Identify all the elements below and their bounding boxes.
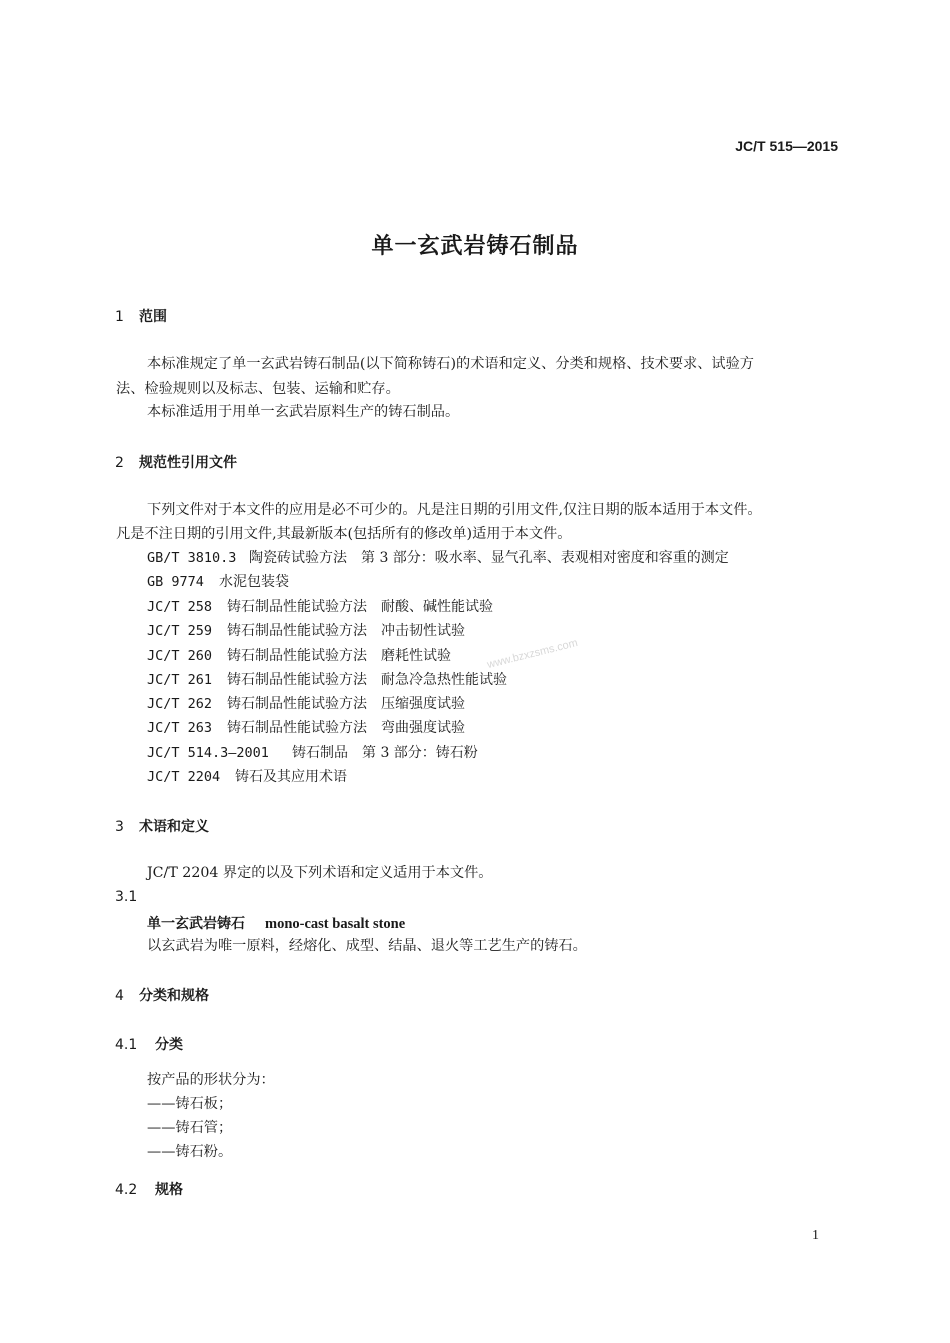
reference-code: JC/T 258 — [147, 599, 213, 615]
section-4-number: 4 — [115, 988, 124, 1004]
classification-item: ——铸石管； — [147, 1120, 233, 1136]
reference-code: JC/T 261 — [147, 672, 213, 688]
reference-item — [147, 620, 465, 640]
reference-title: 陶瓷砖试验方法 第 3 部分：吸水率、显气孔率、表观相对密度和容重的测定 — [249, 550, 729, 566]
reference-item — [147, 742, 478, 762]
reference-title: 铸石及其应用术语 — [235, 769, 347, 785]
reference-code: JC/T 263 — [147, 720, 213, 736]
reference-code: GB/T 3810.3 — [147, 550, 237, 566]
section-3-title: 术语和定义 — [139, 819, 209, 835]
section-3-intro: JC/T 2204 界定的以及下列术语和定义适用于本文件。 — [147, 865, 493, 881]
term-english: mono-cast basalt stone — [265, 916, 406, 932]
classification-intro: 按产品的形状分为： — [147, 1072, 275, 1088]
subsection-4-2-title: 规格 — [155, 1182, 183, 1198]
subsection-4-2-heading — [115, 1179, 183, 1199]
reference-item — [147, 571, 289, 591]
section-4-title: 分类和规格 — [139, 988, 209, 1004]
reference-title: 铸石制品性能试验方法 磨耗性试验 — [227, 648, 451, 664]
section-1-title: 范围 — [139, 309, 167, 325]
term-definition: 以玄武岩为唯一原料，经熔化、成型、结晶、退火等工艺生产的铸石。 — [147, 938, 587, 954]
reference-title: 铸石制品性能试验方法 耐酸、碱性能试验 — [227, 599, 493, 615]
reference-code: JC/T 2204 — [147, 769, 221, 785]
reference-code: JC/T 259 — [147, 623, 213, 639]
section-1-para-2: 本标准适用于用单一玄武岩原料生产的铸石制品。 — [147, 404, 460, 420]
reference-item — [147, 669, 507, 689]
section-1-heading — [115, 306, 167, 326]
reference-item — [147, 596, 493, 616]
section-2-title: 规范性引用文件 — [139, 455, 237, 471]
reference-item — [147, 717, 465, 737]
reference-title: 水泥包装袋 — [219, 574, 289, 590]
reference-item — [147, 547, 729, 567]
classification-item: ——铸石粉。 — [147, 1144, 233, 1160]
reference-item — [147, 693, 465, 713]
reference-code: JC/T 262 — [147, 696, 213, 712]
reference-code: JC/T 514.3—2001 — [147, 745, 269, 761]
section-3-number: 3 — [115, 819, 124, 835]
subsection-4-1-number: 4.1 — [115, 1037, 138, 1053]
reference-title: 铸石制品性能试验方法 压缩强度试验 — [227, 696, 465, 712]
subsection-4-2-number: 4.2 — [115, 1182, 138, 1198]
classification-item: ——铸石板； — [147, 1096, 233, 1112]
page-number: 1 — [812, 1228, 819, 1243]
term-chinese: 单一玄武岩铸石 — [147, 916, 245, 932]
term-entry — [147, 913, 405, 933]
reference-title: 铸石制品性能试验方法 耐急冷急热性能试验 — [227, 672, 507, 688]
section-3-heading — [115, 816, 209, 836]
section-1-number: 1 — [115, 309, 124, 325]
section-4-heading — [115, 985, 209, 1005]
section-2-number: 2 — [115, 455, 124, 471]
reference-item — [147, 645, 451, 665]
subsection-4-1-heading — [115, 1034, 183, 1054]
reference-code: JC/T 260 — [147, 648, 213, 664]
subsection-3-1-number: 3.1 — [115, 889, 138, 905]
reference-title: 铸石制品性能试验方法 弯曲强度试验 — [227, 720, 465, 736]
document-title: 单一玄武岩铸石制品 — [371, 234, 579, 259]
section-2-intro-line-2: 凡是不注日期的引用文件,其最新版本(包括所有的修改单)适用于本文件。 — [116, 526, 572, 542]
reference-title: 铸石制品性能试验方法 冲击韧性试验 — [227, 623, 465, 639]
subsection-4-1-title: 分类 — [155, 1037, 183, 1053]
section-2-intro-line-1: 下列文件对于本文件的应用是必不可少的。凡是注日期的引用文件,仅注日期的版本适用于本文件。 — [147, 502, 762, 518]
standard-number: JC/T 515—2015 — [735, 138, 838, 154]
reference-item — [147, 766, 347, 786]
watermark: www.bzxzsms.com — [485, 636, 579, 672]
reference-code: GB 9774 — [147, 574, 204, 590]
section-2-heading — [115, 452, 237, 472]
section-1-para-1-line-1: 本标准规定了单一玄武岩铸石制品(以下简称铸石)的术语和定义、分类和规格、技术要求、试验方 — [147, 356, 754, 372]
section-1-para-1-line-2: 法、检验规则以及标志、包装、运输和贮存。 — [116, 381, 400, 397]
reference-title: 铸石制品 第 3 部分：铸石粉 — [292, 745, 478, 761]
